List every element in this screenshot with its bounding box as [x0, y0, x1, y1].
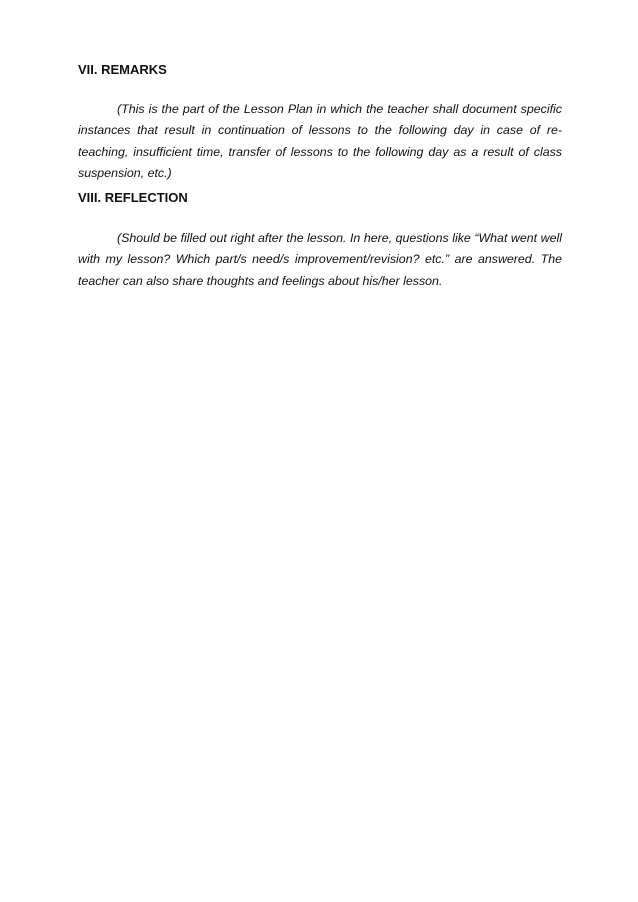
- remarks-section: [78, 62, 562, 184]
- reflection-paragraph: (Should be filled out right after the lesson. In here, questions like “What went well with my lesson? Which part/s need/s improvement/revision? etc.” are answered. The teacher can also share thoughts and feelings about his/her lesson.: [78, 231, 562, 288]
- remarks-paragraph: (This is the part of the Lesson Plan in which the teacher shall document specific instances that result in continuation of lessons to the following day in case of re-teaching, insufficient time, transfer of lessons to the following day as a result of class suspension, etc.): [78, 102, 562, 180]
- reflection-heading: VIII. REFLECTION: [78, 190, 188, 205]
- reflection-section: [78, 190, 562, 292]
- remarks-heading: VII. REMARKS: [78, 62, 167, 77]
